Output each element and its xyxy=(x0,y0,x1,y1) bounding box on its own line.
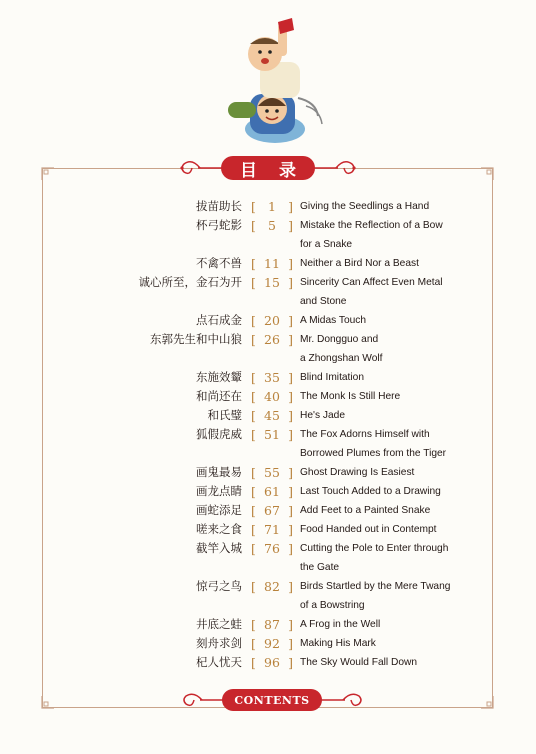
page-number-value: 51 xyxy=(264,427,280,442)
entry-page-number xyxy=(251,425,293,444)
entry-chinese-title: 嗟来之食 xyxy=(196,522,242,536)
entry-chinese-title: 画蛇添足 xyxy=(196,503,242,517)
page-title: 目 录 xyxy=(221,156,315,180)
entry-page-number xyxy=(251,501,293,520)
entry-english-title: The Fox Adorns Himself with xyxy=(300,429,430,440)
entry-page-number xyxy=(251,463,293,482)
entry-english-title: and Stone xyxy=(300,296,347,307)
bracket-left: [ xyxy=(251,484,256,499)
page-number-value: 11 xyxy=(264,256,280,271)
entry-chinese-title: 东施效颦 xyxy=(196,370,242,384)
bracket-right: ] xyxy=(288,503,293,518)
toc-entry[interactable] xyxy=(0,501,536,520)
entry-page-number xyxy=(251,520,293,539)
entry-chinese-title: 惊弓之鸟 xyxy=(196,579,242,593)
toc-entry[interactable] xyxy=(0,330,536,368)
toc-entry[interactable] xyxy=(0,577,536,615)
toc-title-banner xyxy=(0,156,536,180)
bracket-right: ] xyxy=(288,370,293,385)
toc-entry[interactable] xyxy=(0,254,536,273)
toc-entry[interactable] xyxy=(0,368,536,387)
entry-english-title: The Sky Would Fall Down xyxy=(300,657,418,668)
entry-english-title: the Gate xyxy=(300,562,340,573)
bracket-left: [ xyxy=(251,617,256,632)
bracket-left: [ xyxy=(251,256,256,271)
entry-page-number xyxy=(251,406,293,425)
entry-page-number xyxy=(251,273,293,292)
flourish-right-icon xyxy=(321,689,365,711)
contents-label: CONTENTS xyxy=(222,689,322,711)
bracket-right: ] xyxy=(288,465,293,480)
bracket-left: [ xyxy=(251,370,256,385)
entry-chinese-title: 拔苗助长 xyxy=(196,199,242,213)
page-number-value: 76 xyxy=(264,541,280,556)
contents-banner xyxy=(0,689,536,711)
entry-english-title: Last Touch Added to a Drawing xyxy=(300,486,441,497)
toc-entry[interactable] xyxy=(0,216,536,254)
entry-english-title: Blind Imitation xyxy=(300,372,364,383)
flourish-left-icon xyxy=(180,689,224,711)
bracket-left: [ xyxy=(251,655,256,670)
entry-chinese-title: 东郭先生和中山狼 xyxy=(150,332,242,346)
entry-page-number xyxy=(251,615,293,634)
bracket-left: [ xyxy=(251,199,256,214)
entry-english-title: Giving the Seedlings a Hand xyxy=(300,201,430,212)
entry-page-number xyxy=(251,482,293,501)
flourish-right-icon xyxy=(314,156,358,180)
page-number-value: 55 xyxy=(264,465,280,480)
bracket-right: ] xyxy=(288,636,293,651)
entry-chinese-title: 井底之蛙 xyxy=(196,617,242,631)
entry-page-number xyxy=(251,539,293,558)
cartoon-boys-illustration xyxy=(220,14,325,149)
entry-english-title: A Frog in the Well xyxy=(300,619,381,630)
entry-english-title: Neither a Bird Nor a Beast xyxy=(300,258,419,269)
page-number-value: 87 xyxy=(264,617,280,632)
bracket-left: [ xyxy=(251,636,256,651)
toc-entry[interactable] xyxy=(0,615,536,634)
bracket-left: [ xyxy=(251,427,256,442)
entry-chinese-title: 刻舟求剑 xyxy=(196,636,242,650)
page-number-value: 45 xyxy=(264,408,280,423)
entry-chinese-title: 画鬼最易 xyxy=(196,465,242,479)
entry-english-title: A Midas Touch xyxy=(300,315,367,326)
page-number-value: 92 xyxy=(264,636,280,651)
entry-english-title: Borrowed Plumes from the Tiger xyxy=(300,448,447,459)
toc-entry[interactable] xyxy=(0,482,536,501)
bracket-left: [ xyxy=(251,218,256,233)
entry-page-number xyxy=(251,330,293,349)
bracket-right: ] xyxy=(288,332,293,347)
bracket-right: ] xyxy=(288,484,293,499)
bracket-right: ] xyxy=(288,408,293,423)
bracket-right: ] xyxy=(288,389,293,404)
entry-chinese-title: 和氏璧 xyxy=(207,408,242,422)
entry-english-title: Mr. Dongguo and xyxy=(300,334,379,345)
entry-chinese-title: 和尚还在 xyxy=(196,389,242,403)
entry-chinese-title: 杯弓蛇影 xyxy=(196,218,242,232)
entry-page-number xyxy=(251,634,293,653)
toc-entry[interactable] xyxy=(0,406,536,425)
toc-entry[interactable] xyxy=(0,387,536,406)
page-number-value: 40 xyxy=(264,389,280,404)
entry-english-title: Mistake the Reflection of a Bow xyxy=(300,220,443,231)
bracket-left: [ xyxy=(251,541,256,556)
entry-chinese-title: 截竿入城 xyxy=(196,541,242,555)
page-number-value: 35 xyxy=(264,370,280,385)
entry-page-number xyxy=(251,368,293,387)
toc-entry[interactable] xyxy=(0,539,536,577)
page-number-value: 1 xyxy=(268,199,276,214)
page-number-value: 67 xyxy=(264,503,280,518)
entry-english-title: Cutting the Pole to Enter through xyxy=(300,543,449,554)
toc-entry[interactable] xyxy=(0,520,536,539)
entry-english-title: Birds Startled by the Mere Twang xyxy=(300,581,451,592)
entry-page-number xyxy=(251,653,293,672)
bracket-left: [ xyxy=(251,579,256,594)
entry-chinese-title: 画龙点睛 xyxy=(196,484,242,498)
page-number-value: 71 xyxy=(264,522,280,537)
toc-list xyxy=(0,197,536,672)
bracket-right: ] xyxy=(288,522,293,537)
bracket-left: [ xyxy=(251,522,256,537)
entry-english-title: Food Handed out in Contempt xyxy=(300,524,437,535)
bracket-left: [ xyxy=(251,465,256,480)
toc-entry[interactable] xyxy=(0,653,536,672)
entry-english-title: of a Bowstring xyxy=(300,600,365,611)
bracket-right: ] xyxy=(288,199,293,214)
entry-chinese-title: 点石成金 xyxy=(196,313,242,327)
entry-english-title: He's Jade xyxy=(300,410,345,421)
bracket-right: ] xyxy=(288,655,293,670)
entry-chinese-title: 诚心所至，金石为开 xyxy=(138,275,242,289)
entry-chinese-title: 不禽不兽 xyxy=(196,256,242,270)
flourish-left-icon xyxy=(178,156,222,180)
entry-english-title: Sincerity Can Affect Even Metal xyxy=(300,277,443,288)
bracket-left: [ xyxy=(251,408,256,423)
toc-entry[interactable] xyxy=(0,425,536,463)
entry-page-number xyxy=(251,387,293,406)
page-number-value: 15 xyxy=(264,275,280,290)
page-number-value: 96 xyxy=(264,655,280,670)
entry-english-title: Making His Mark xyxy=(300,638,376,649)
entry-english-title: for a Snake xyxy=(300,239,353,250)
toc-entry[interactable] xyxy=(0,311,536,330)
page-number-value: 5 xyxy=(268,218,276,233)
bracket-right: ] xyxy=(288,617,293,632)
page-number-value: 26 xyxy=(264,332,280,347)
entry-page-number xyxy=(251,254,293,273)
bracket-left: [ xyxy=(251,332,256,347)
page-number-value: 20 xyxy=(264,313,280,328)
entry-english-title: The Monk Is Still Here xyxy=(300,391,401,402)
toc-entry[interactable] xyxy=(0,634,536,653)
entry-page-number xyxy=(251,216,293,235)
bracket-right: ] xyxy=(288,541,293,556)
entry-chinese-title: 狐假虎威 xyxy=(196,427,242,441)
bracket-right: ] xyxy=(288,256,293,271)
entry-english-title: Add Feet to a Painted Snake xyxy=(300,505,431,516)
toc-entry[interactable] xyxy=(0,463,536,482)
bracket-left: [ xyxy=(251,275,256,290)
bracket-right: ] xyxy=(288,275,293,290)
toc-entry[interactable] xyxy=(0,197,536,216)
bracket-right: ] xyxy=(288,218,293,233)
entry-page-number xyxy=(251,577,293,596)
page-number-value: 61 xyxy=(264,484,280,499)
bracket-left: [ xyxy=(251,389,256,404)
entry-english-title: Ghost Drawing Is Easiest xyxy=(300,467,415,478)
entry-chinese-title: 杞人忧天 xyxy=(196,655,242,669)
page-number-value: 82 xyxy=(264,579,280,594)
entry-page-number xyxy=(251,311,293,330)
entry-page-number xyxy=(251,197,293,216)
bracket-left: [ xyxy=(251,313,256,328)
bracket-left: [ xyxy=(251,503,256,518)
bracket-right: ] xyxy=(288,579,293,594)
entry-english-title: a Zhongshan Wolf xyxy=(300,353,383,364)
bracket-right: ] xyxy=(288,427,293,442)
toc-entry[interactable] xyxy=(0,273,536,311)
bracket-right: ] xyxy=(288,313,293,328)
